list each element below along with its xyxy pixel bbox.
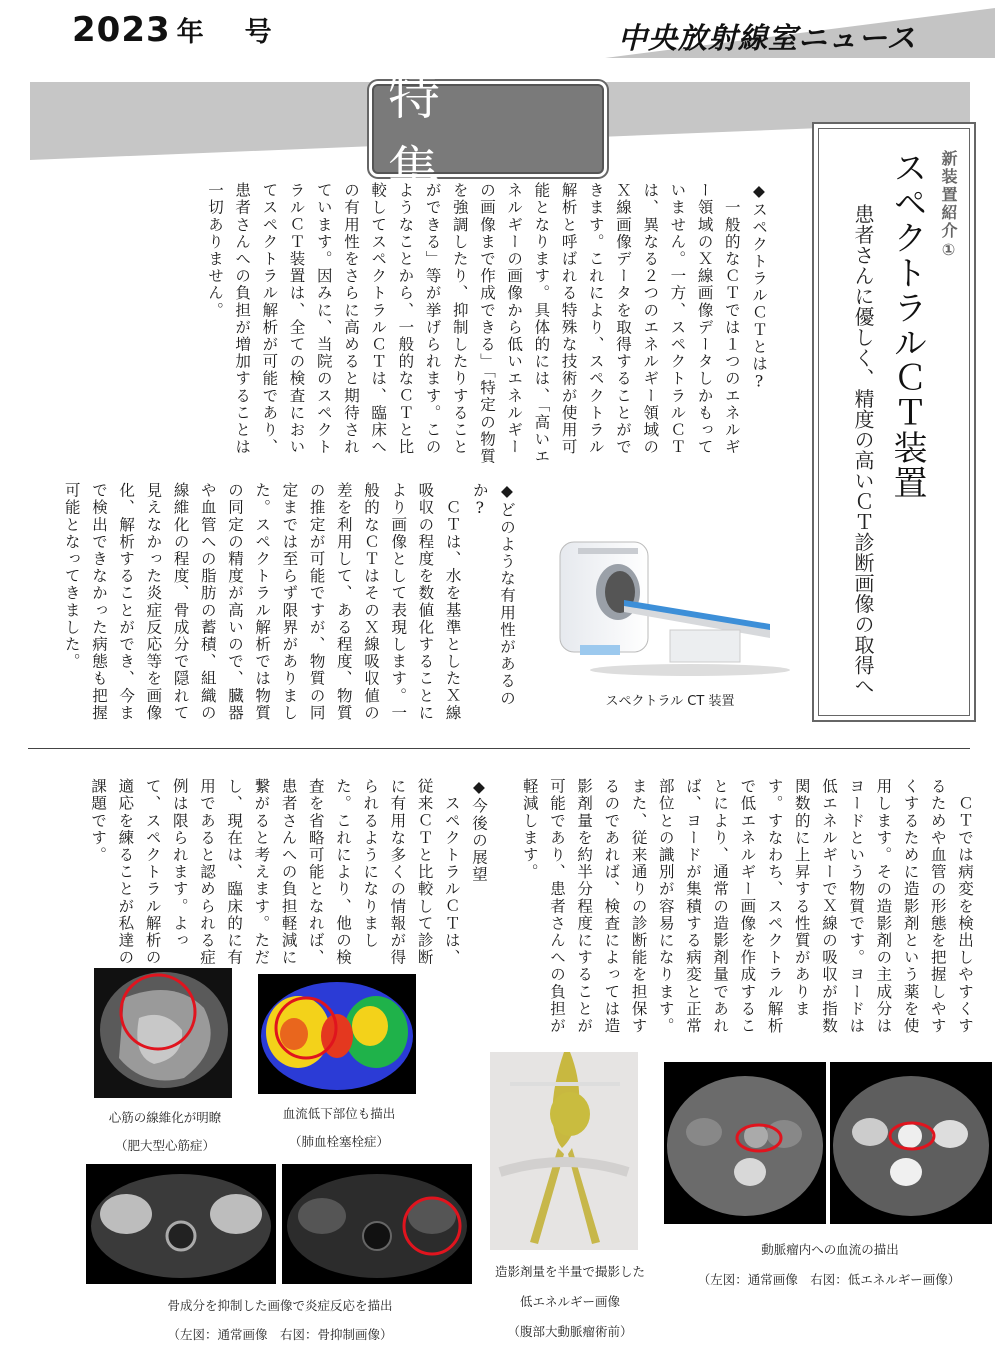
issue-label: 号	[244, 17, 273, 48]
sidebar-box	[812, 122, 976, 722]
caption-aorta-1: 造影剤量を半量で撮影した	[494, 1264, 645, 1279]
article-subtitle: 患者さんに優しく、精度の高いＣＴ診断画像の取得へ	[851, 204, 875, 696]
caption-aneurysm-1: 動脈瘤内への血流の描出	[761, 1242, 899, 1257]
caption-lung-2: （肺血栓塞栓症）	[288, 1134, 389, 1149]
section-usefulness: ◆どのような有用性があるのか? ＣＴは、水を基準としたＸ線吸収の程度を数値化することにより画像として表現します。一般的なＣＴはそのＸ線吸収値の差を利用して、ある程度、物質の推定が可能ですが、物質の同定までは至らず限界がありました。スペクトラル解析では物質の同定の精度が高いので、臓器や血管への脂肪の蓄積、組織の線維化の程度、骨成分で隠れて見えなかった炎症反応等を画像化、解析することができ、今まで検出できなかった病態も把握可能となってきました。	[62, 482, 516, 722]
section-divider	[28, 748, 970, 749]
sidebar-kicker: 新装置紹介①	[939, 150, 958, 261]
section-contrast: ＣＴでは病変を検出しやすくするためや血管の形態を把握しやすくするために造影剤という薬を使用します。その造影剤の主成分はヨードという物質です。ヨードは低エネルギーでＸ線の吸収が指数関数的に上昇する性質があります。すなわち、スペクトラル解析で低エネルギー画像を作成することにより、通常の造影剤量であれば、ヨードが集積する病変と正常部位との識別が容易になります。また、従来通りの診断能を担保するのであれば、検査によっては造影剤量を約半分程度にすることが可能であり、患者さんへの負担が軽減します。	[520, 778, 974, 1035]
year-unit: 年	[176, 17, 205, 48]
section-outlook: ◆今後の展望 スペクトラルＣＴは、従来ＣＴと比較して診断に有用な多くの情報が得られるようになりました。これにより、他の検査を省略可能となれば、患者さんへの負担軽減に繋がると考えます。ただし、現在は、臨床的に有用であると認められる症例は限られます。よって、スペクトラル解析の適応を練ることが私達の課題です。	[89, 778, 488, 967]
caption-pelvis-2: （左図：通常画像 右図：骨抑制画像）	[167, 1327, 393, 1342]
aorta-3d-image	[490, 1052, 638, 1250]
feature-banner-label: 特 集	[388, 67, 549, 202]
pelvis-bone-suppressed-image	[282, 1164, 472, 1284]
newsletter-name: 中央放射線室ニュース	[618, 21, 917, 55]
caption-aneurysm-2: （左図：通常画像 右図：低エネルギー画像）	[697, 1272, 961, 1287]
aneurysm-low-energy-image	[830, 1062, 992, 1224]
caption-pelvis-1: 骨成分を抑制した画像で炎症反応を描出	[167, 1298, 393, 1313]
pelvis-normal-image	[86, 1164, 276, 1284]
section-what-is: ◆スペクトラルＣＴとは? 一般的なＣＴでは１つのエネルギー領域のＸ線画像データしかもっていません。一方、スペクトラルＣＴは、異なる２つのエネルギー領域のＸ線画像データを取得することができます。これにより、スペクトラル解析と呼ばれる特殊な技術が使用可能となります。具体的には、「高いエネルギーの画像から低いエネルギーの画像まで作成できる」「特定の物質を強調したり、抑制したりすることができる」等が挙げられます。このようなことから、一般的なＣＴと比較してスペクトラルＣＴは、臨床への有用性をさらに高めると期待されています。因みに、当院のスペクトラルＣＴ装置は、全ての検査においてスペクトラル解析が可能であり、患者さんへの負担が増加することは一切ありません。	[205, 182, 768, 465]
caption-myocardium-2: （肥大型心筋症）	[114, 1138, 215, 1153]
feature-banner	[372, 67, 604, 202]
myocardium-image	[94, 968, 232, 1098]
caption-device: スペクトラル CT 装置	[605, 694, 735, 709]
aneurysm-normal-image	[664, 1062, 826, 1224]
ct-device-image	[540, 520, 790, 680]
year-number: 2023	[72, 10, 171, 50]
caption-myocardium-1: 心筋の線維化が明瞭	[108, 1110, 222, 1125]
caption-aorta-3: （腹部大動脈瘤術前）	[507, 1324, 633, 1339]
caption-aorta-2: 低エネルギー画像	[519, 1294, 620, 1309]
lung-perfusion-image	[258, 974, 416, 1094]
caption-lung-1: 血流低下部位も描出	[282, 1106, 396, 1121]
article-title: スペクトラルＣＴ装置	[887, 150, 927, 500]
